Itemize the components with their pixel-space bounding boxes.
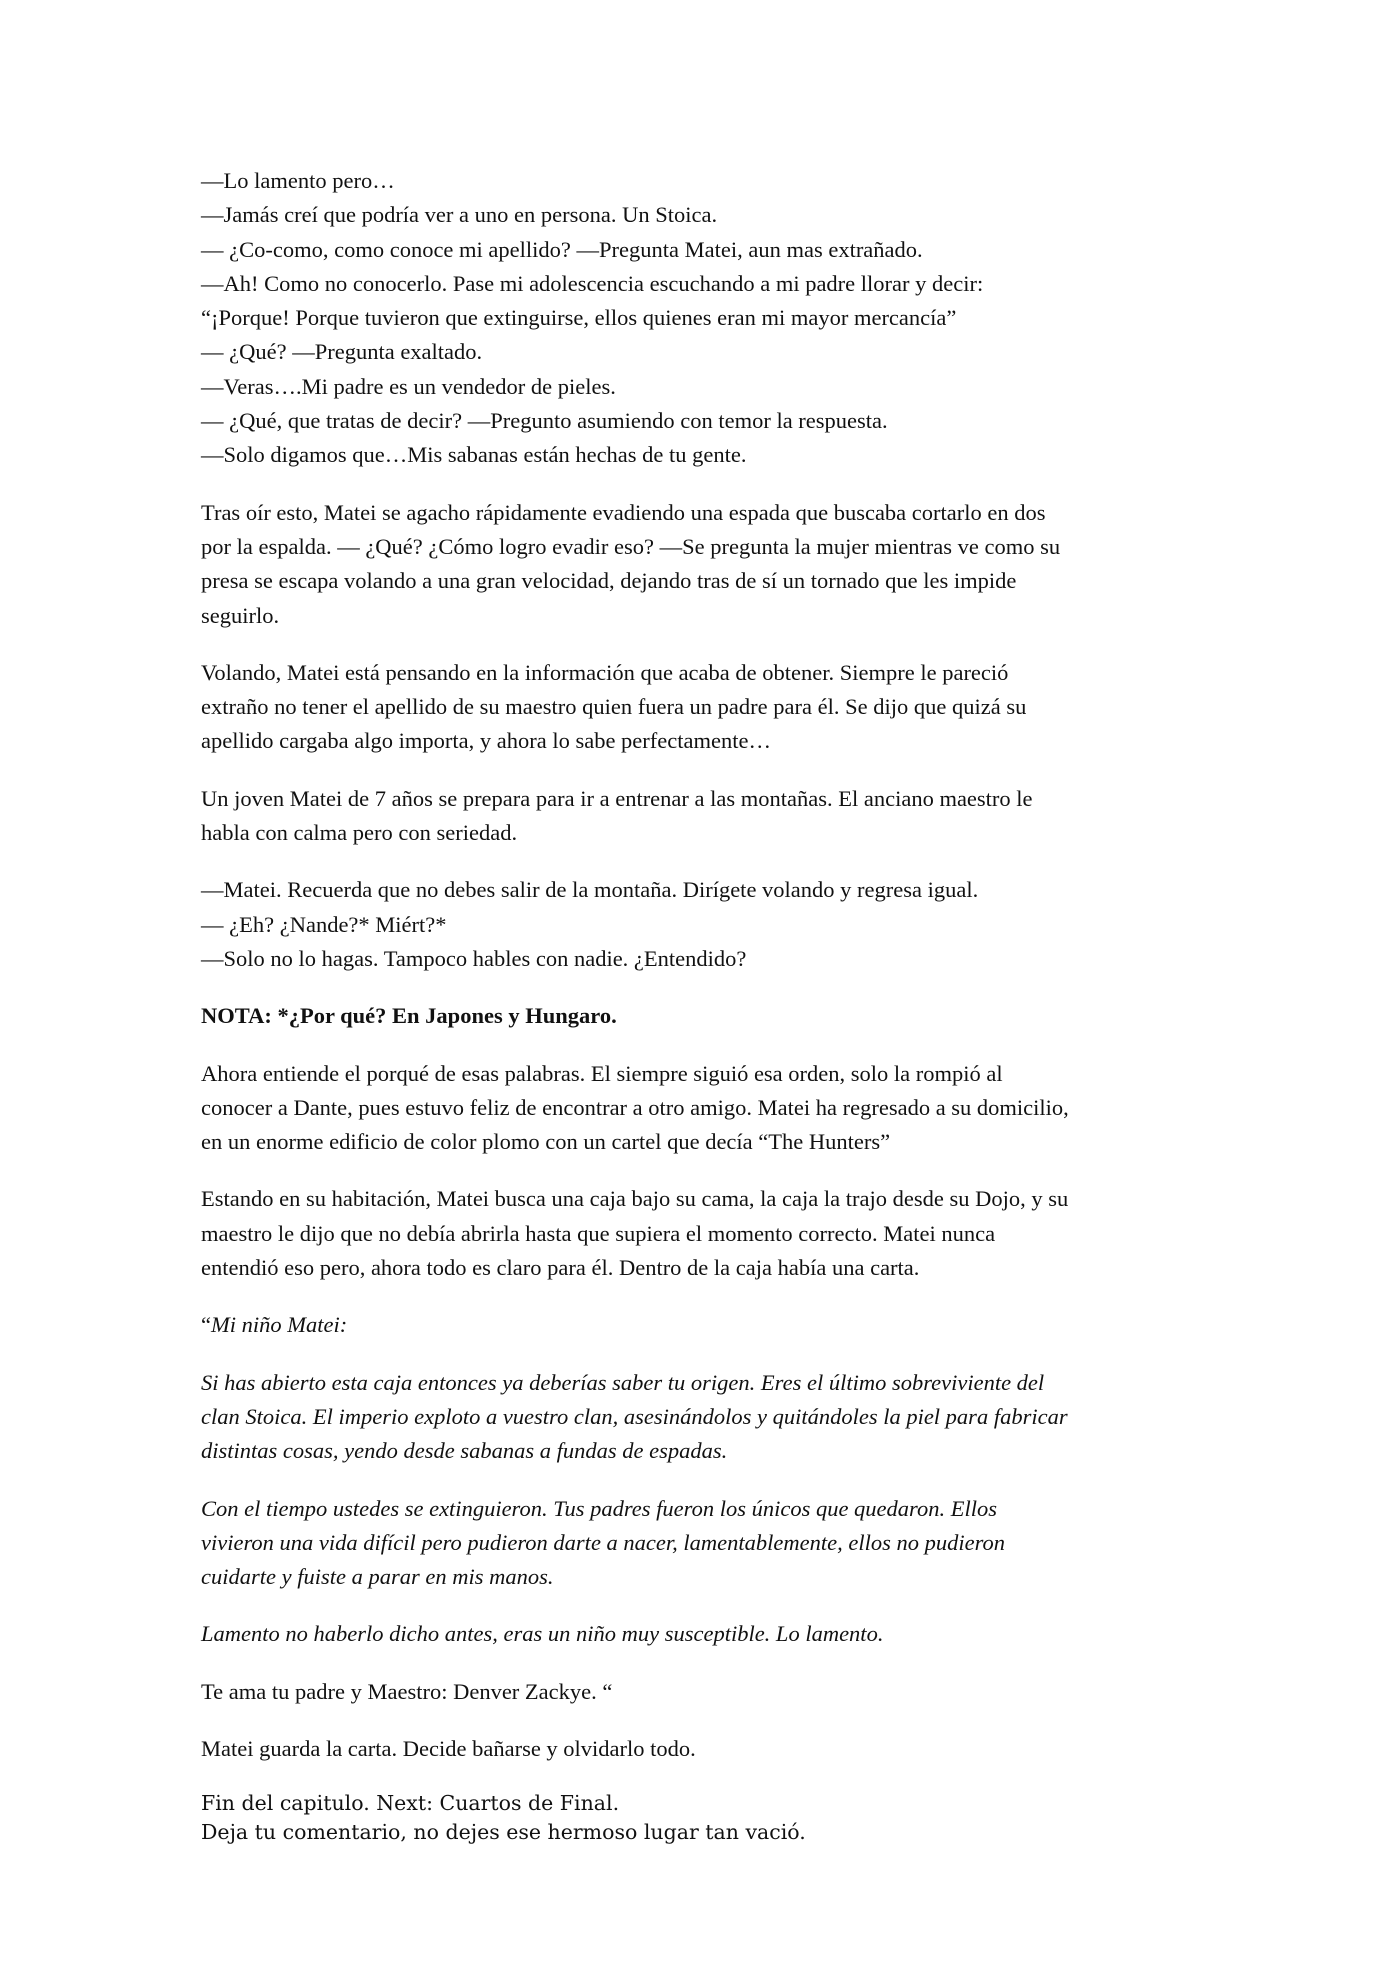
letter-paragraph-parents (201, 1492, 1211, 1595)
paragraph-line: apellido cargaba algo importa, y ahora lo sabe perfectamente… (201, 728, 771, 754)
letter-line: cuidarte y fuiste a parar en mis manos. (201, 1564, 554, 1590)
paragraph-line: Matei guarda la carta. Decide bañarse y olvidarlo todo. (201, 1735, 696, 1761)
dialogue-line: — ¿Eh? ¿Nande?* Miért?* (201, 911, 447, 937)
paragraph-line: presa se escapa volando a una gran velocidad, dejando tras de sí un tornado que les impide (201, 568, 1017, 594)
paragraph-line: Ahora entiende el porqué de esas palabras. El siempre siguió esa orden, solo la rompió al (201, 1060, 1003, 1086)
comment-request-line: Deja tu comentario, no dejes ese hermoso lugar tan vació. (201, 1820, 806, 1845)
letter-paragraph-origin (201, 1366, 1211, 1469)
paragraph-understand (201, 1057, 1211, 1160)
letter-greeting-line (201, 1308, 1211, 1342)
letter-greeting (201, 1308, 1211, 1342)
paragraph-line: Volando, Matei está pensando en la información que acaba de obtener. Siempre le pareció (201, 659, 1009, 685)
paragraph-end (201, 1732, 1211, 1766)
dialogue-line: —Jamás creí que podría ver a uno en persona. Un Stoica. (201, 202, 718, 228)
dialogue-line: “¡Porque! Porque tuvieron que extinguirse, ellos quienes eran mi mayor mercancía” (201, 305, 957, 331)
signature-line: Te ama tu padre y Maestro: Denver Zackye. “ (201, 1678, 613, 1704)
paragraph-line: entendió eso pero, ahora todo es claro para él. Dentro de la caja había una carta. (201, 1255, 920, 1281)
paragraph-young (201, 782, 1211, 851)
chapter-end-line: Fin del capitulo. Next: Cuartos de Final. (201, 1791, 620, 1816)
dialogue-block-1 (201, 164, 1211, 473)
dialogue-line: —Solo digamos que…Mis sabanas están hechas de tu gente. (201, 442, 747, 468)
paragraph-line: habla con calma pero con seriedad. (201, 820, 518, 846)
paragraph-line: conocer a Dante, pues estuvo feliz de encontrar a otro amigo. Matei ha regresado a su domicilio, (201, 1094, 1069, 1120)
dialogue-line: —Veras….Mi padre es un vendedor de pieles. (201, 373, 616, 399)
note-text: NOTA: *¿Por qué? En Japones y Hungaro. (201, 1003, 617, 1029)
letter-line: Lamento no haberlo dicho antes, eras un niño muy susceptible. Lo lamento. (201, 1621, 884, 1647)
dialogue-line: —Matei. Recuerda que no debes salir de la montaña. Dirígete volando y regresa igual. (201, 877, 979, 903)
chapter-closing (201, 1789, 1211, 1847)
paragraph-line: Un joven Matei de 7 años se prepara para ir a entrenar a las montañas. El anciano maestro le (201, 785, 1033, 811)
letter-signature (201, 1675, 1211, 1709)
paragraph-line: en un enorme edificio de color plomo con un cartel que decía “The Hunters” (201, 1129, 891, 1155)
dialogue-line: —Lo lamento pero… (201, 168, 395, 193)
letter-greeting-text: Mi niño Matei: (211, 1312, 348, 1338)
paragraph-flying (201, 656, 1211, 759)
paragraph-line: maestro le dijo que no debía abrirla hasta que supiera el momento correcto. Matei nunca (201, 1220, 996, 1246)
dialogue-line: —Ah! Como no conocerlo. Pase mi adolescencia escuchando a mi padre llorar y decir: (201, 270, 984, 296)
letter-open-quote: “ (201, 1312, 211, 1338)
letter-line: clan Stoica. El imperio exploto a vuestro clan, asesinándolos y quitándoles la piel para fabricar (201, 1403, 1068, 1429)
paragraph-line: Tras oír esto, Matei se agacho rápidamente evadiendo una espada que buscaba cortarlo en dos (201, 499, 1046, 525)
document-page (201, 164, 1211, 1847)
dialogue-block-2 (201, 873, 1211, 976)
note-block (201, 999, 1211, 1033)
dialogue-line: — ¿Co-como, como conoce mi apellido? —Pregunta Matei, aun mas extrañado. (201, 236, 923, 262)
dialogue-line: — ¿Qué, que tratas de decir? —Pregunto asumiendo con temor la respuesta. (201, 408, 888, 434)
paragraph-room (201, 1182, 1211, 1285)
letter-line: Si has abierto esta caja entonces ya deberías saber tu origen. Eres el último sobreviviente del (201, 1369, 1045, 1395)
paragraph-line: seguirlo. (201, 602, 280, 628)
letter-paragraph-sorry (201, 1617, 1211, 1651)
paragraph-line: extraño no tener el apellido de su maestro quien fuera un padre para él. Se dijo que quizá su (201, 694, 1027, 720)
paragraph-line: Estando en su habitación, Matei busca una caja bajo su cama, la caja la trajo desde su Dojo, y su (201, 1186, 1069, 1212)
letter-line: vivieron una vida difícil pero pudieron darte a nacer, lamentablemente, ellos no pudieron (201, 1529, 1006, 1555)
dialogue-line: —Solo no lo hagas. Tampoco hables con nadie. ¿Entendido? (201, 945, 747, 971)
paragraph-escape (201, 496, 1211, 633)
letter-line: Con el tiempo ustedes se extinguieron. Tus padres fueron los únicos que quedaron. Ellos (201, 1495, 997, 1521)
letter-line: distintas cosas, yendo desde sabanas a fundas de espadas. (201, 1438, 728, 1464)
dialogue-line: — ¿Qué? —Pregunta exaltado. (201, 339, 483, 365)
paragraph-line: por la espalda. — ¿Qué? ¿Cómo logro evadir eso? —Se pregunta la mujer mientras ve como su (201, 533, 1061, 559)
